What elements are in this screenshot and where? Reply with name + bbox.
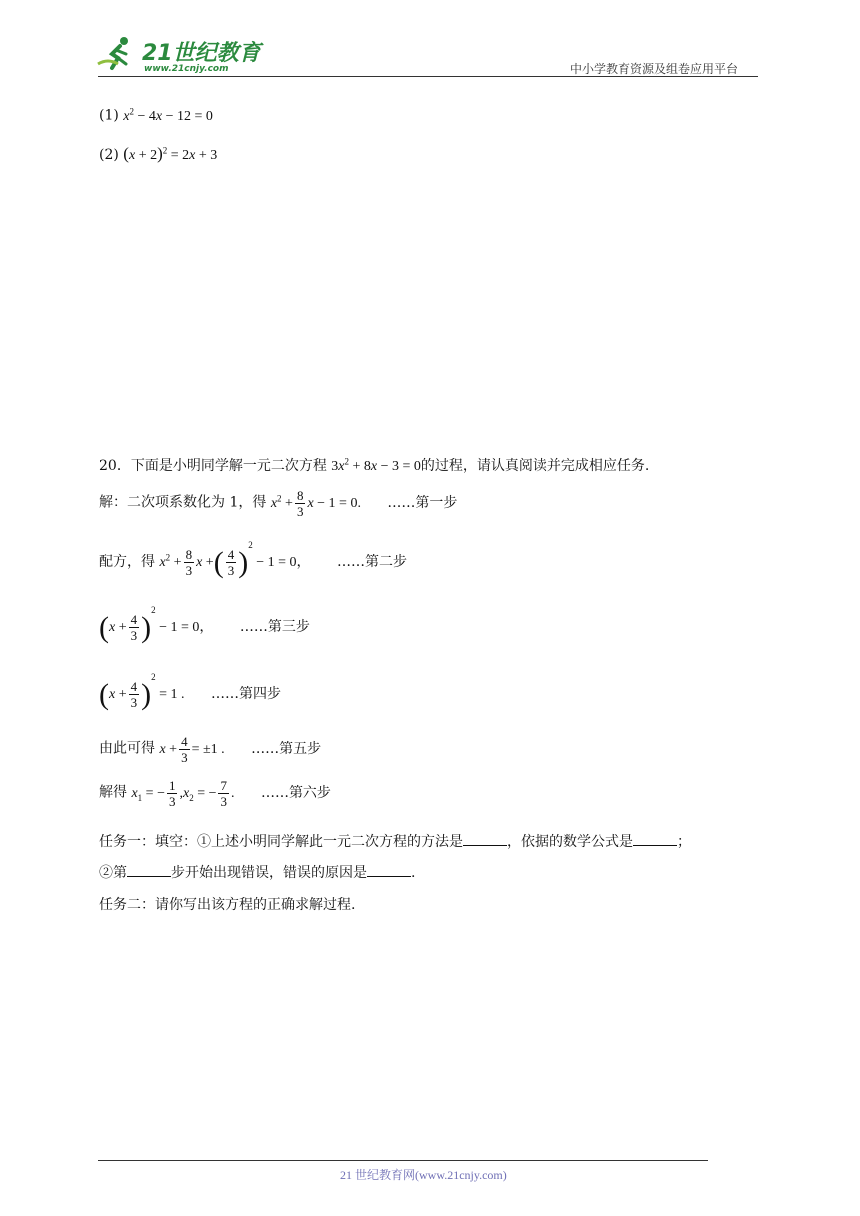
footer-divider <box>98 1160 708 1161</box>
task1-text-d: ②第 <box>99 865 127 881</box>
answer-blank-step[interactable] <box>127 864 171 877</box>
q20-step5: 由此可得 x + $\frac{4}{3}$ = ±1 . ……第五步 <box>99 734 322 765</box>
site-logo <box>96 34 266 78</box>
q20-step6: 解得 $x_1$ = − $\frac{1}{3}$ $,x_2$ = − $\frac{7}{3}$ . ……第六步 <box>99 778 331 809</box>
step5-tag: ……第五步 <box>251 740 322 757</box>
header-platform-text: 中小学教育资源及组卷应用平台 <box>570 62 739 76</box>
task2-text: 任务二：请你写出该方程的正确求解过程. <box>99 897 356 913</box>
step5-text: 由此可得 <box>99 740 155 757</box>
q20-intro-text-b: 的过程，请认真阅读并完成相应任务. <box>420 458 650 474</box>
logo-subtext: www.21cnjy.com <box>144 64 229 74</box>
q19-part1: (1) $x^2 - 4x - 12 = 0$ <box>99 106 213 124</box>
step6-tag: ……第六步 <box>260 784 331 801</box>
q20-task1-line2 <box>99 862 415 882</box>
task1-text-b: ，依据的数学公式是 <box>507 834 633 850</box>
header-divider <box>98 76 758 77</box>
answer-blank-formula[interactable] <box>633 833 677 846</box>
footer-link[interactable]: 21 世纪教育网(www.21cnjy.com) <box>340 1168 507 1182</box>
q20-task1-line1 <box>99 831 691 851</box>
q20-step3: (x + $\frac{4}{3}$ )$^2$ − 1 = 0， ……第三步 <box>99 605 310 644</box>
step6-text: 解得 <box>99 784 127 801</box>
answer-blank-method[interactable] <box>463 833 507 846</box>
q19-part2: (2) $(x + 2)^2 = 2x + 3$ <box>99 144 218 163</box>
task1-text-e: 步开始出现错误，错误的原因是 <box>171 865 367 881</box>
q20-step1: 解：二次项系数化为 1，得 $x^2$ + $\frac{8}{3}$ x − 1 = 0. ……第一步 <box>99 488 458 519</box>
logo-text: 21世纪教育 <box>142 41 261 66</box>
task1-text-f: . <box>411 865 416 881</box>
task1-text-c: ； <box>677 834 691 850</box>
q20-intro: 20．下面是小明同学解一元二次方程 $3x^2 + 8x - 3 = 0$的过程，请认真阅读并完成相应任务. <box>99 456 650 474</box>
step1-tag: ……第一步 <box>387 494 458 511</box>
q20-intro-text-a: 下面是小明同学解一元二次方程 <box>130 458 327 474</box>
step1-text: 解：二次项系数化为 1，得 <box>99 494 267 511</box>
answer-blank-reason[interactable] <box>367 864 411 877</box>
q20-step2: 配方，得 $x^2$ + $\frac{8}{3}$ x +( $\frac{4}{3}$ )$^2$ − 1 = 0， ……第二步 <box>99 540 407 579</box>
step4-tag: ……第四步 <box>210 686 281 702</box>
step2-tag: ……第二步 <box>336 554 407 570</box>
q20-number: 20． <box>99 458 131 474</box>
q20-task2 <box>99 894 355 914</box>
q19-part2-label: (2) <box>99 147 119 163</box>
q19-part1-label: (1) <box>99 107 119 124</box>
step2-text: 配方，得 <box>99 554 155 570</box>
q20-step4: (x + $\frac{4}{3}$ )$^2$ = 1 . ……第四步 <box>99 672 281 711</box>
step3-tag: ……第三步 <box>239 619 310 635</box>
task1-text-a: 任务一：填空：①上述小明同学解此一元二次方程的方法是 <box>99 834 463 850</box>
runner-logo-icon <box>96 34 136 74</box>
